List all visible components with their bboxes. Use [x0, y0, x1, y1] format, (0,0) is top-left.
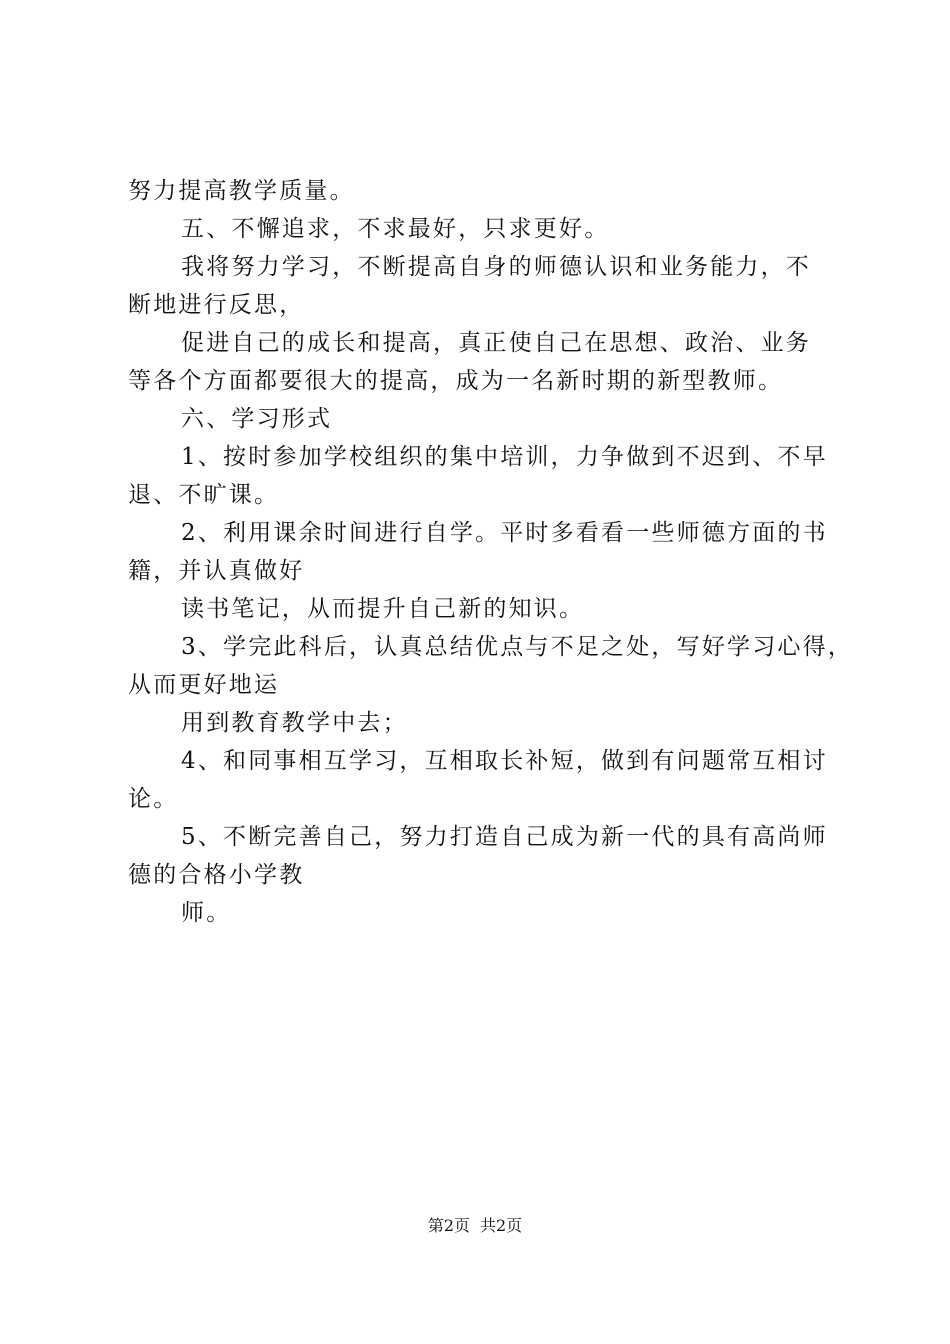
text-line: 我将努力学习，不断提高自身的师德认识和业务能力，不 — [181, 254, 811, 280]
text-line: 退、不旷课。 — [128, 482, 280, 508]
document-body — [128, 172, 854, 932]
text-line: 论。 — [128, 786, 179, 812]
text-line: 师。 — [181, 900, 232, 926]
text-line: 4、和同事相互学习，互相取长补短，做到有问题常互相讨 — [181, 748, 828, 774]
text-line: 从而更好地运 — [128, 672, 280, 698]
text-line: 断地进行反思， — [128, 292, 305, 318]
text-line: 籍，并认真做好 — [128, 558, 305, 584]
text-line: 读书笔记，从而提升自己新的知识。 — [181, 596, 585, 622]
text-line: 用到教育教学中去； — [181, 710, 408, 736]
text-line: 德的合格小学教 — [128, 862, 305, 888]
text-line: 2、利用课余时间进行自学。平时多看看一些师德方面的书 — [181, 520, 828, 546]
text-line: 3、学完此科后，认真总结优点与不足之处，写好学习心得， — [181, 634, 854, 660]
text-line: 努力提高教学质量。 — [128, 178, 355, 204]
section-heading: 六、学习形式 — [181, 406, 333, 432]
page-total: 共2页 — [480, 1216, 523, 1235]
page-footer — [0, 1214, 950, 1238]
page-number: 第2页 — [427, 1216, 470, 1235]
text-line: 5、不断完善自己，努力打造自己成为新一代的具有高尚师 — [181, 824, 828, 850]
text-line: 等各个方面都要很大的提高，成为一名新时期的新型教师。 — [128, 368, 784, 394]
text-line: 促进自己的成长和提高，真正使自己在思想、政治、业务 — [181, 330, 811, 356]
text-line: 1、按时参加学校组织的集中培训，力争做到不迟到、不早 — [181, 444, 828, 470]
text-line: 五、不懈追求，不求最好，只求更好。 — [181, 216, 610, 242]
